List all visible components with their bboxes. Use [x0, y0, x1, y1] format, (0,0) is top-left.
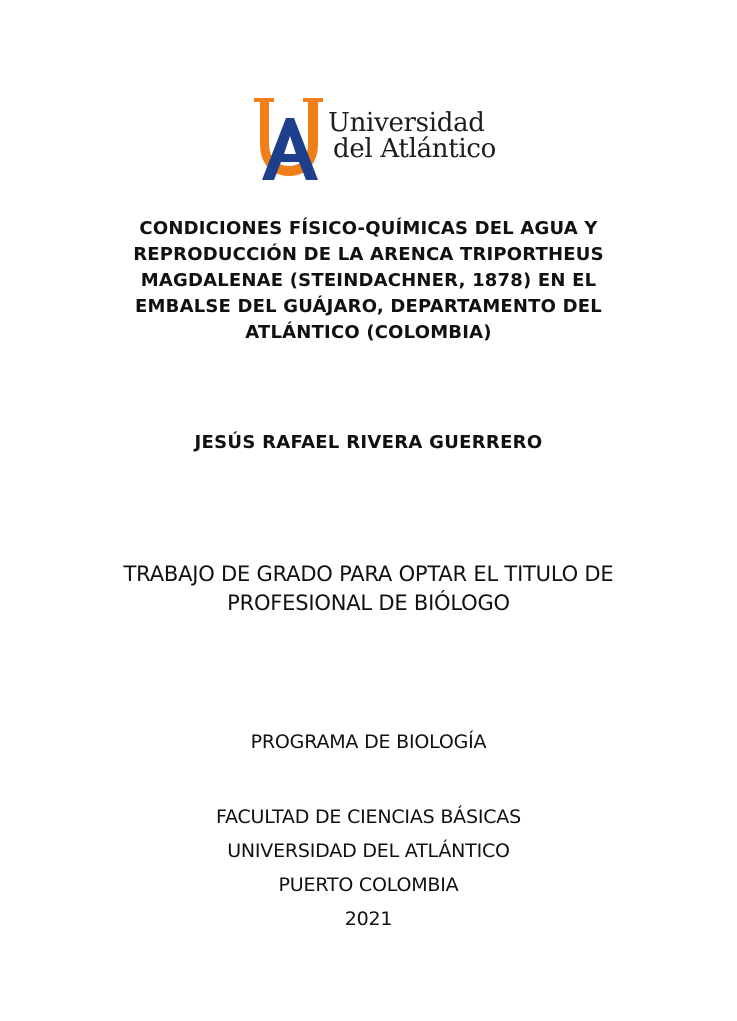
year: 2021: [344, 908, 393, 930]
logo-line-universidad: Universidad: [328, 108, 485, 138]
university-wordmark: [328, 110, 496, 162]
faculty-block: [0, 800, 737, 936]
logo-line-del-atlantico: del Atlántico: [333, 134, 497, 164]
title-line: REPRODUCCIÓN DE LA ARENCA TRIPORTHEUS: [133, 244, 604, 265]
program-name: PROGRAMA DE BIOLOGÍA: [250, 731, 487, 753]
ua-emblem-icon: [252, 96, 326, 182]
author-name: JESÚS RAFAEL RIVERA GUERRERO: [194, 432, 543, 453]
purpose-line: TRABAJO DE GRADO PARA OPTAR EL TITULO DE: [123, 562, 614, 586]
purpose-line: PROFESIONAL DE BIÓLOGO: [227, 591, 510, 615]
title-line: CONDICIONES FÍSICO-QUÍMICAS DEL AGUA Y: [139, 218, 598, 239]
university-logo: [252, 96, 497, 182]
thesis-title: [80, 216, 657, 346]
faculty-name: FACULTAD DE CIENCIAS BÁSICAS: [216, 806, 521, 828]
title-line: MAGDALENAE (STEINDACHNER, 1878) EN EL: [140, 270, 597, 291]
city-name: PUERTO COLOMBIA: [278, 874, 459, 896]
degree-purpose: [0, 560, 737, 618]
title-line: EMBALSE DEL GUÁJARO, DEPARTAMENTO DEL: [135, 296, 602, 317]
title-line: ATLÁNTICO (COLOMBIA): [245, 322, 492, 343]
university-name: UNIVERSIDAD DEL ATLÁNTICO: [227, 840, 510, 862]
